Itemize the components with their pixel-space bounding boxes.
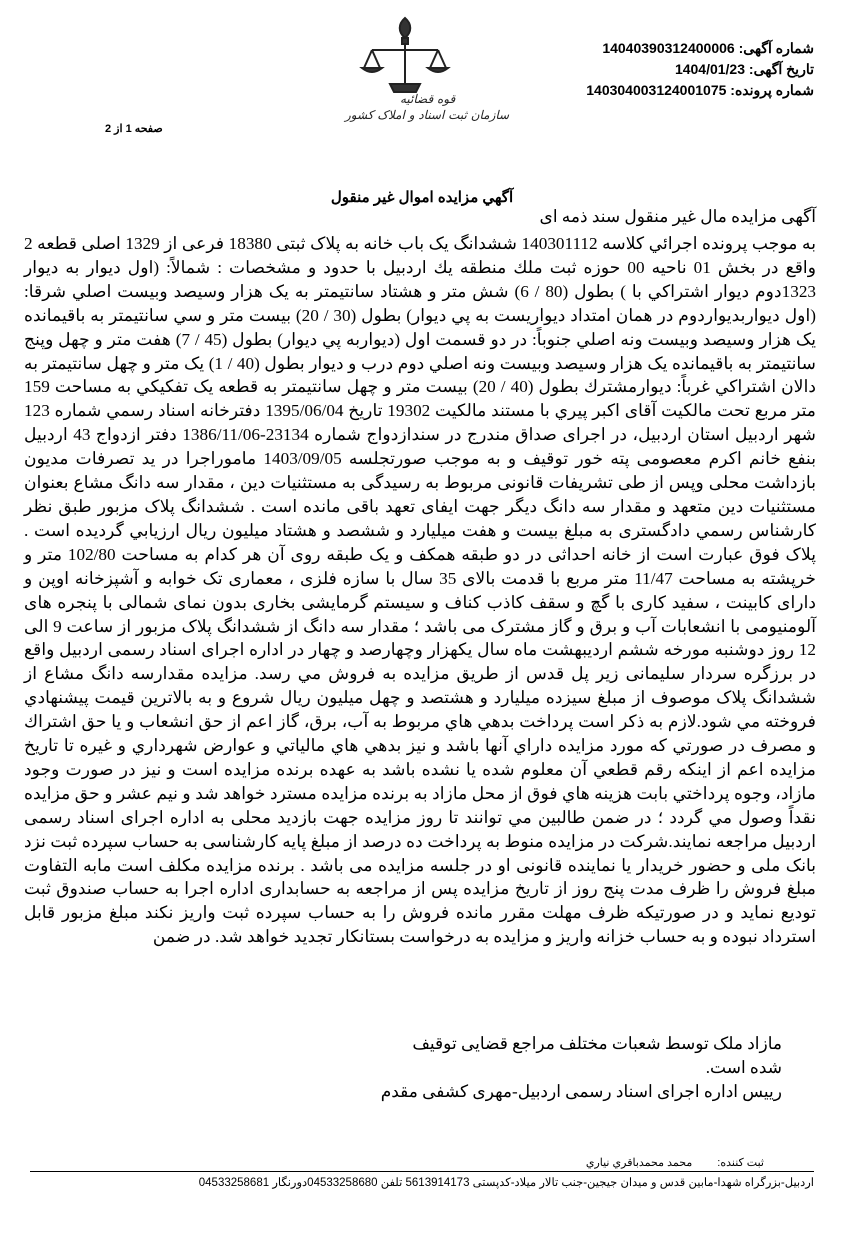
notice-body: به موجب پرونده اجرائي کلاسه 140301112 ششدانگ یک باب خانه به پلاک ثبتی 18380 فرعی از 1329 اصلی قطعه 2 واقع در بخش 01 ناحيه 00 حوزه ثبت ملك منطقه يك اردبيل با حدود و مشخصات : شمالاً: (اول ديوار به ديوار 1323دوم ديوار اشتراکي با ) بطول (80 / 6) شش متر و هشتاد سانتيمتر به يک هزار وسيصد وبيست اصلي شرقا: (اول ديواربديواردوم در همان امتداد ديواريست به پي ديوار) بطول (30 / 20) بيست متر و سي سانتيمتر به باقيمانده يک هزار وسيصد وبيست ونه اصلي جنوباً: در دو قسمت اول (ديواربه پي ديوار) بطول (45 / 7) هفت متر و چهل وپنج سانتيمتر به باقيمانده يک هزار وسيصد وبيست ونه اصلي دوم درب و ديوار بطول (40 / 1) يک متر و چهل سانتيمتر به دالان اشتراکي غرباً: ديوارمشترك بطول (40 / 20) بيست متر و چهل سانتيمتر به قطعه يک تفکيکي به مساحت 159 متر مربع تحت مالکيت آقای اکبر پيري با مستند مالکيت 19302 تاريخ 1395/06/04 دفترخانه اسناد رسمي شماره 123 شهر اردبيل استان اردبيل، در اجرای صداق مندرج در سندازدواج شماره 23134-1386/11/06 دفتر ازدواج 43 اردبیل بنفع خانم اکرم معصومی پته خور توقیف و به موجب صورتجلسه 1403/09/05 ماموراجرا در يد تصرفات مديون بازداشت محلی وپس از طی تشريفات قانونی مربوط به رسيدگی به مستثنیات دين ، مقدار سه دانگ مشاع بعنوان مستثنیات دين متعهد و مقدار سه دانگ ديگر جهت ايفای تعهد باقی مانده است . ششدانگ پلاک مزبور طبق نظر کارشناس رسمي دادگستری به مبلغ بيست و هفت ميليارد و ششصد و هشتاد ميليون ريال ارزيابي گرديده است . پلاک فوق عبارت است از خانه احداثی در دو طبقه همکف و یک طبقه روی آن هر کدام به مساحت 102/80 متر و خرپشته به مساحت 11/47 متر مربع با قدمت بالای 35 سال با سازه فلزی ، معماری تک خوابه و آشپزخانه اوپن و دارای کابینت ، سفید کاری با گچ و سقف کاذب کناف و سیستم گرمایشی بخاری بدون نمای شمالی با پنجره های آلومنیومی با انشعابات آب و برق و گاز مشترک می باشد ؛ مقدار سه دانگ از ششدانگ پلاک مزبور از ساعت 9 الی 12 روز دوشنبه مورخه ششم ارديبهشت ماه سال يکهزار وچهارصد و چهار در اداره اجرای اسناد رسمی اردبيل واقع در برزگره سردار سليمانی زير پل قدس از طريق مزايده به فروش مي رسد. مزايده مقدارسه دانگ مشاع از ششدانگ پلاک موصوف از مبلغ سيزده ميليارد و هشتصد و چهل ميليون ريال شروع و به بالاترين قيمت پيشنهادي فروخته مي شود.لازم به ذکر است پرداخت بدهي هاي مربوط به آب، برق، گاز اعم از حق انشعاب و يا حق اشتراك و مصرف در صورتي كه مورد مزايده داراي آنها باشد و نيز بدهي هاي مالياتي و عوارض شهرداري و غيره تا تاريخ مزايده اعم از اينكه رقم قطعي آن معلوم شده يا نشده باشد به عهده برنده مزايده است و نيز در صورت وجود مازاد، وجوه پرداختي بابت هزينه هاي فوق از محل مازاد به برنده مزايده مسترد خواهد شد و نیم عشر و حق مزايده نقداً وصول مي گردد ؛ در ضمن طالبين مي توانند تا روز مزايده جهت بازديد محلی به اداره اجرای اسناد رسمی اردبيل مراجعه نمايند.شرکت در مزايده منوط به پرداخت ده درصد از مبلغ پايه کارشناسی به حساب سپرده ثبت نزد بانک ملی و حضور خريدار يا نماينده قانونی او در جلسه مزايده می باشد . برنده مزايده مکلف است مابه التفاوت مبلغ فروش را ظرف مدت پنج روز از تاريخ مزايده پس از مراجعه به حسابداری اداره اجرا به حساب صندوق ثبت توديع نمايد و در صورتيکه ظرف مهلت مقرر مانده فروش را به حساب سپرده ثبت واريز نکند مبلغ مزبور قابل استرداد نبوده و به حساب خزانه واريز و مزايده به درخواست بستانکار تجديد خواهد شد. در ضمن bbox=[24, 234, 817, 947]
notice-meta bbox=[494, 38, 814, 101]
page-indicator: صفحه 1 از 2 bbox=[105, 123, 163, 135]
file-number-value: 140304003124001075 bbox=[586, 82, 727, 98]
org-registration-name: سازمان ثبت اسناد و املاک کشور bbox=[345, 108, 510, 122]
notice-closing bbox=[282, 1032, 782, 1104]
notice-number-value: 14040390312400006 bbox=[602, 40, 735, 56]
file-number-label: شماره پرونده: bbox=[730, 82, 814, 98]
notice-number-row bbox=[494, 38, 814, 59]
org-judiciary-name: قوه قضائیه bbox=[400, 92, 456, 106]
footer-divider bbox=[30, 1171, 814, 1172]
office-address: اردبیل-بزرگراه شهدا-مابین قدس و میدان جیجین-جنب تالار میلاد-کدپستی 5613914173 تلفن 04533258680دورنگار 04533258681 bbox=[198, 1177, 814, 1189]
closing-line-2: شده است. bbox=[705, 1058, 782, 1077]
file-number-row bbox=[494, 80, 814, 101]
closing-line-1: مازاد ملک توسط شعبات مختلف مراجع قضایی توقیف bbox=[412, 1034, 782, 1053]
notice-title: آگهي مزايده اموال غير منقول bbox=[330, 189, 514, 206]
notice-date-label: تاریخ آگهی: bbox=[748, 61, 814, 77]
notice-date-value: 1404/01/23 bbox=[674, 61, 746, 77]
closing-signature: رییس اداره اجرای اسناد رسمی اردبیل-مهری کشفی مقدم bbox=[380, 1082, 782, 1101]
registrar-name: محمد محمدباقري نياري bbox=[585, 1157, 693, 1169]
registrar-info bbox=[586, 1156, 764, 1169]
notice-number-label: شماره آگهی: bbox=[738, 40, 814, 56]
registrar-label: ثبت کننده: bbox=[717, 1157, 764, 1169]
notice-intro: آگهی مزایده مال غیر منقول سند ذمه ای bbox=[539, 207, 816, 226]
notice-date-row bbox=[494, 59, 814, 80]
